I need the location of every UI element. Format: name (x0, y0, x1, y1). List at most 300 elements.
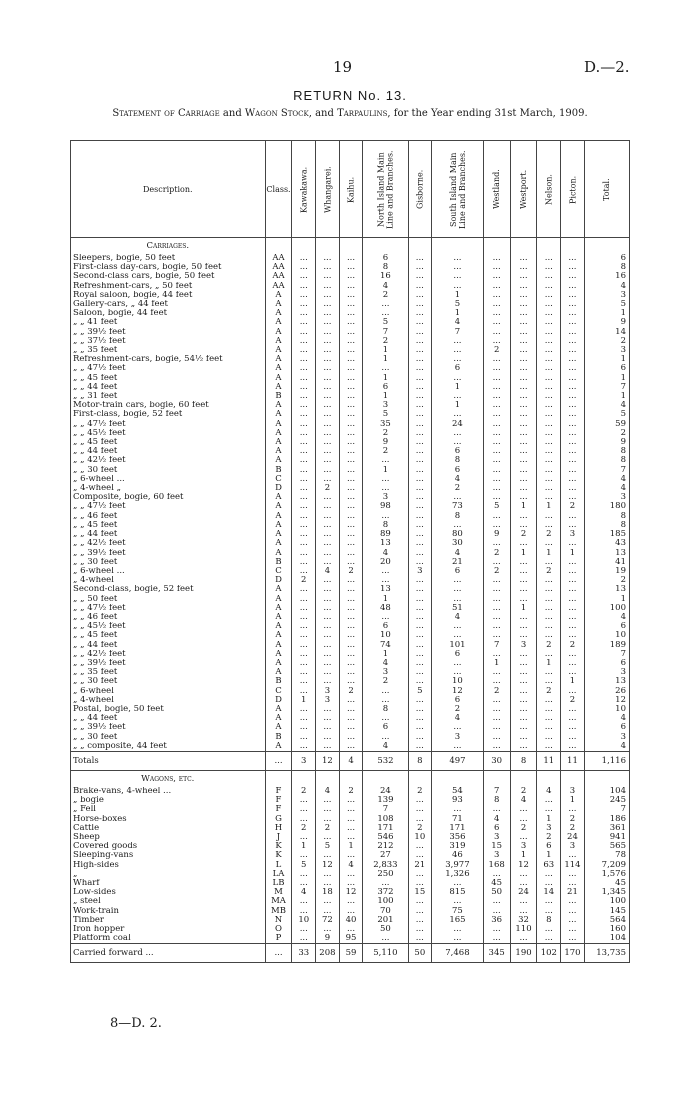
row-total: 941 (584, 833, 629, 842)
row-value: ... (408, 300, 432, 309)
row-value: 6 (432, 696, 484, 705)
row-total: 3 (584, 733, 629, 742)
row-value: 2 (432, 705, 484, 714)
row-value: ... (339, 696, 363, 705)
row-total: 6 (584, 254, 629, 263)
row-value: ... (510, 705, 537, 714)
row-value: ... (561, 282, 585, 291)
row-value: ... (339, 291, 363, 300)
row-description: Sleepers, bogie, 50 feet (71, 254, 266, 263)
row-value: 75 (432, 907, 484, 916)
row-value: 89 (363, 530, 408, 539)
row-value: ... (561, 512, 585, 521)
statement-tarps-part: Tarpaulins, (337, 108, 391, 119)
row-value: ... (363, 696, 408, 705)
row-value: ... (408, 815, 432, 824)
row-class: AA (265, 272, 292, 281)
row-class: MA (265, 897, 292, 906)
row-value: ... (483, 420, 510, 429)
row-value: ... (339, 585, 363, 594)
table-row (71, 318, 630, 327)
row-value: 6 (363, 254, 408, 263)
row-value: ... (292, 870, 316, 879)
row-value: 2 (510, 787, 537, 796)
row-value: ... (510, 539, 537, 548)
row-value: 1 (537, 851, 561, 860)
row-value: ... (561, 733, 585, 742)
row-value: ... (561, 907, 585, 916)
row-total: 5 (584, 300, 629, 309)
row-description: „ 6-wheel (71, 687, 266, 696)
row-value: ... (432, 429, 484, 438)
row-class: A (265, 346, 292, 355)
row-class: O (265, 925, 292, 934)
row-class: F (265, 805, 292, 814)
row-value: 1 (561, 549, 585, 558)
row-value: ... (316, 401, 340, 410)
row-value: ... (483, 576, 510, 585)
row-value: ... (510, 447, 537, 456)
row-value: ... (292, 733, 316, 742)
row-value: ... (561, 714, 585, 723)
row-value: 2 (561, 824, 585, 833)
row-value: 2 (292, 576, 316, 585)
row-value: ... (363, 934, 408, 944)
row-value: ... (483, 650, 510, 659)
row-value: ... (292, 631, 316, 640)
row-value: ... (561, 401, 585, 410)
row-value: ... (561, 484, 585, 493)
row-description: First-class day-cars, bogie, 50 feet (71, 263, 266, 272)
row-value: 6 (432, 466, 484, 475)
row-value: ... (292, 851, 316, 860)
row-value: ... (292, 796, 316, 805)
table-row (71, 493, 630, 502)
row-value: ... (537, 263, 561, 272)
row-value: ... (510, 364, 537, 373)
row-value: ... (510, 355, 537, 364)
row-value: ... (483, 604, 510, 613)
row-value: ... (537, 346, 561, 355)
row-value: 1 (363, 355, 408, 364)
row-value: ... (292, 705, 316, 714)
row-total: 41 (584, 558, 629, 567)
row-description: „ „ 42½ feet (71, 539, 266, 548)
row-value: ... (316, 576, 340, 585)
row-value: ... (408, 291, 432, 300)
row-value: ... (292, 291, 316, 300)
row-value: ... (510, 383, 537, 392)
row-value: ... (537, 622, 561, 631)
row-value: ... (292, 558, 316, 567)
row-value: ... (408, 585, 432, 594)
page-number: 19 (333, 58, 353, 76)
row-description: „ 4-wheel „ (71, 484, 266, 493)
row-total: 59 (584, 420, 629, 429)
row-value: 51 (432, 604, 484, 613)
row-total: 4 (584, 613, 629, 622)
row-value: 3 (537, 824, 561, 833)
row-value: ... (510, 576, 537, 585)
row-value: ... (316, 309, 340, 318)
row-value: ... (316, 364, 340, 373)
row-total: 185 (584, 530, 629, 539)
row-value: ... (510, 438, 537, 447)
row-value: ... (408, 705, 432, 714)
row-value: ... (292, 613, 316, 622)
row-value: ... (339, 650, 363, 659)
row-value: 372 (363, 888, 408, 897)
row-value: 54 (432, 787, 484, 796)
row-value: 2 (292, 824, 316, 833)
row-value: ... (432, 659, 484, 668)
row-total: 26 (584, 687, 629, 696)
row-value: ... (339, 272, 363, 281)
row-value: ... (339, 714, 363, 723)
row-value: 4 (432, 318, 484, 327)
row-value: 32 (510, 916, 537, 925)
row-description: „ Fell (71, 805, 266, 814)
row-value: ... (316, 318, 340, 327)
row-value: 1 (561, 796, 585, 805)
row-description: „ „ 39½ feet (71, 723, 266, 732)
row-value: ... (510, 907, 537, 916)
row-value: ... (292, 272, 316, 281)
row-value: 1 (510, 549, 537, 558)
row-value: 59 (339, 944, 363, 963)
row-value: ... (408, 263, 432, 272)
row-value: ... (339, 925, 363, 934)
row-value: ... (537, 907, 561, 916)
row-value: ... (339, 263, 363, 272)
row-value: ... (408, 558, 432, 567)
row-total: 3 (584, 493, 629, 502)
row-description: „ „ 45 feet (71, 521, 266, 530)
row-value: ... (292, 300, 316, 309)
row-value: ... (510, 309, 537, 318)
row-value: 74 (363, 641, 408, 650)
row-value: ... (483, 374, 510, 383)
table-row (71, 447, 630, 456)
row-value: ... (316, 447, 340, 456)
row-description: Carried forward ... (71, 944, 266, 963)
row-value: ... (292, 742, 316, 752)
row-value: 36 (483, 916, 510, 925)
row-value: ... (483, 447, 510, 456)
row-value: 46 (432, 851, 484, 860)
row-value: 1 (339, 842, 363, 851)
row-value: 3 (510, 842, 537, 851)
table-row (71, 851, 630, 860)
table-row (71, 622, 630, 631)
col-description: Description. (71, 141, 266, 238)
row-total: 189 (584, 641, 629, 650)
row-value: ... (483, 897, 510, 906)
row-value: ... (339, 401, 363, 410)
empty-cell (483, 770, 510, 787)
table-row (71, 263, 630, 272)
row-value: 15 (483, 842, 510, 851)
row-value: ... (537, 714, 561, 723)
row-description: Sheep (71, 833, 266, 842)
row-description: „ „ 30 feet (71, 558, 266, 567)
row-value: ... (316, 530, 340, 539)
row-value: ... (483, 805, 510, 814)
row-value: ... (292, 622, 316, 631)
row-value: ... (339, 456, 363, 465)
row-value: 5 (316, 842, 340, 851)
row-value: ... (316, 383, 340, 392)
table-row (71, 364, 630, 373)
row-value: ... (339, 300, 363, 309)
row-value: 12 (316, 751, 340, 770)
table-row (71, 346, 630, 355)
row-value: ... (408, 879, 432, 888)
row-value: 4 (316, 787, 340, 796)
row-value: ... (339, 254, 363, 263)
row-value: 170 (561, 944, 585, 963)
row-value: ... (483, 337, 510, 346)
row-value: ... (483, 254, 510, 263)
row-value: ... (316, 925, 340, 934)
empty-cell (584, 770, 629, 787)
row-description: Saloon, bogie, 44 feet (71, 309, 266, 318)
table-row (71, 796, 630, 805)
row-value: ... (510, 733, 537, 742)
row-value: ... (339, 742, 363, 752)
row-value: ... (316, 733, 340, 742)
row-value: ... (408, 374, 432, 383)
row-value: ... (537, 742, 561, 752)
row-value: ... (316, 549, 340, 558)
table-row (71, 805, 630, 814)
row-total: 19 (584, 567, 629, 576)
row-value: ... (316, 742, 340, 752)
row-value: ... (432, 925, 484, 934)
row-value: 14 (537, 888, 561, 897)
row-value: ... (483, 272, 510, 281)
row-description: Totals (71, 751, 266, 770)
col-kaihu: Kaihu. (339, 141, 363, 238)
row-value: ... (292, 934, 316, 944)
row-description: „ „ 44 feet (71, 714, 266, 723)
row-value: ... (408, 916, 432, 925)
table-row (71, 272, 630, 281)
row-value: 13 (363, 539, 408, 548)
row-value: 5 (432, 300, 484, 309)
row-value: ... (510, 410, 537, 419)
row-value: ... (537, 475, 561, 484)
row-value: ... (363, 512, 408, 521)
row-description: „ „ 44 feet (71, 447, 266, 456)
row-value: ... (339, 705, 363, 714)
row-value: ... (537, 733, 561, 742)
row-value: 1 (537, 659, 561, 668)
row-value: 250 (363, 870, 408, 879)
row-value: 6 (432, 364, 484, 373)
row-value: ... (510, 833, 537, 842)
row-total: 7 (584, 650, 629, 659)
row-value: ... (432, 595, 484, 604)
table-row (71, 668, 630, 677)
row-value: ... (561, 309, 585, 318)
row-value: 5 (363, 410, 408, 419)
row-total: 13,735 (584, 944, 629, 963)
col-gisborne: Gisborne. (408, 141, 432, 238)
row-value: ... (561, 300, 585, 309)
row-value: ... (510, 263, 537, 272)
row-total: 4 (584, 475, 629, 484)
row-value: ... (432, 254, 484, 263)
row-value: 2 (363, 677, 408, 686)
row-value: 8 (363, 705, 408, 714)
table-row (71, 925, 630, 934)
row-value: ... (339, 337, 363, 346)
row-value: ... (561, 456, 585, 465)
row-value: ... (292, 521, 316, 530)
row-value: ... (510, 613, 537, 622)
row-value: ... (432, 272, 484, 281)
row-value: ... (363, 456, 408, 465)
row-value: ... (432, 723, 484, 732)
row-value: ... (537, 539, 561, 548)
table-row (71, 916, 630, 925)
row-value: ... (483, 696, 510, 705)
row-value: 40 (339, 916, 363, 925)
row-value: ... (339, 466, 363, 475)
row-class: A (265, 530, 292, 539)
empty-cell (408, 770, 432, 787)
row-value: ... (292, 530, 316, 539)
row-total: 8 (584, 447, 629, 456)
row-value: ... (510, 805, 537, 814)
row-value: ... (510, 879, 537, 888)
row-value: ... (483, 539, 510, 548)
row-value: ... (561, 447, 585, 456)
row-total: 12 (584, 696, 629, 705)
row-description: „ „ 30 feet (71, 733, 266, 742)
row-value: ... (483, 429, 510, 438)
row-value: 1 (363, 650, 408, 659)
row-value: 70 (363, 907, 408, 916)
row-value: 208 (316, 944, 340, 963)
row-class: B (265, 466, 292, 475)
row-value: ... (432, 337, 484, 346)
row-value: 3 (363, 493, 408, 502)
row-class: C (265, 687, 292, 696)
row-value: ... (432, 521, 484, 530)
row-value: ... (339, 879, 363, 888)
table-row (71, 604, 630, 613)
row-value: ... (316, 346, 340, 355)
row-total: 4 (584, 484, 629, 493)
row-value: ... (510, 456, 537, 465)
row-value: ... (408, 346, 432, 355)
table-row (71, 585, 630, 594)
row-value: ... (483, 512, 510, 521)
row-value: 21 (408, 861, 432, 870)
row-value: 3,977 (432, 861, 484, 870)
row-value: 4 (339, 861, 363, 870)
row-value: ... (316, 558, 340, 567)
row-value: ... (316, 272, 340, 281)
row-value: ... (408, 897, 432, 906)
row-value: 35 (363, 420, 408, 429)
row-class: A (265, 337, 292, 346)
row-value: ... (292, 714, 316, 723)
table-row (71, 677, 630, 686)
row-value: ... (537, 521, 561, 530)
row-value: 24 (363, 787, 408, 796)
table-row (71, 291, 630, 300)
row-value: 2 (408, 787, 432, 796)
row-value: 108 (363, 815, 408, 824)
row-value: ... (363, 364, 408, 373)
row-value: ... (316, 613, 340, 622)
row-value: ... (292, 879, 316, 888)
row-value: 546 (363, 833, 408, 842)
row-value: 532 (363, 751, 408, 770)
row-value: 2 (561, 641, 585, 650)
row-class: A (265, 613, 292, 622)
row-value: ... (561, 916, 585, 925)
row-value: ... (292, 897, 316, 906)
row-class: A (265, 659, 292, 668)
row-value: ... (363, 576, 408, 585)
row-total: 8 (584, 521, 629, 530)
row-total: 78 (584, 851, 629, 860)
row-value: ... (483, 907, 510, 916)
row-value: ... (316, 714, 340, 723)
row-value: ... (408, 355, 432, 364)
row-class: A (265, 364, 292, 373)
row-value: 110 (510, 925, 537, 934)
row-value: ... (537, 613, 561, 622)
row-value: 4 (363, 549, 408, 558)
table-row (71, 934, 630, 944)
row-value: 10 (408, 833, 432, 842)
table-row (71, 723, 630, 732)
row-description: „ „ 47½ feet (71, 604, 266, 613)
row-value: ... (537, 558, 561, 567)
row-description: „ bogie (71, 796, 266, 805)
row-value: 4 (316, 567, 340, 576)
row-total: 1 (584, 355, 629, 364)
row-value: 48 (363, 604, 408, 613)
row-description: Covered goods (71, 842, 266, 851)
row-value: ... (292, 456, 316, 465)
row-total: 7 (584, 466, 629, 475)
row-value: 9 (363, 438, 408, 447)
row-value: ... (292, 355, 316, 364)
row-description: „ „ 45½ feet (71, 622, 266, 631)
row-value: ... (510, 521, 537, 530)
row-value: ... (339, 870, 363, 879)
row-value: ... (510, 723, 537, 732)
row-value: 7 (432, 328, 484, 337)
row-value: ... (483, 328, 510, 337)
row-value: 2 (339, 787, 363, 796)
row-value: ... (408, 659, 432, 668)
row-value: ... (561, 879, 585, 888)
row-value: ... (292, 585, 316, 594)
table-row (71, 824, 630, 833)
row-value: ... (510, 401, 537, 410)
row-value: ... (561, 585, 585, 594)
row-value: ... (483, 595, 510, 604)
row-value: ... (316, 604, 340, 613)
row-description: „ „ 35 feet (71, 346, 266, 355)
